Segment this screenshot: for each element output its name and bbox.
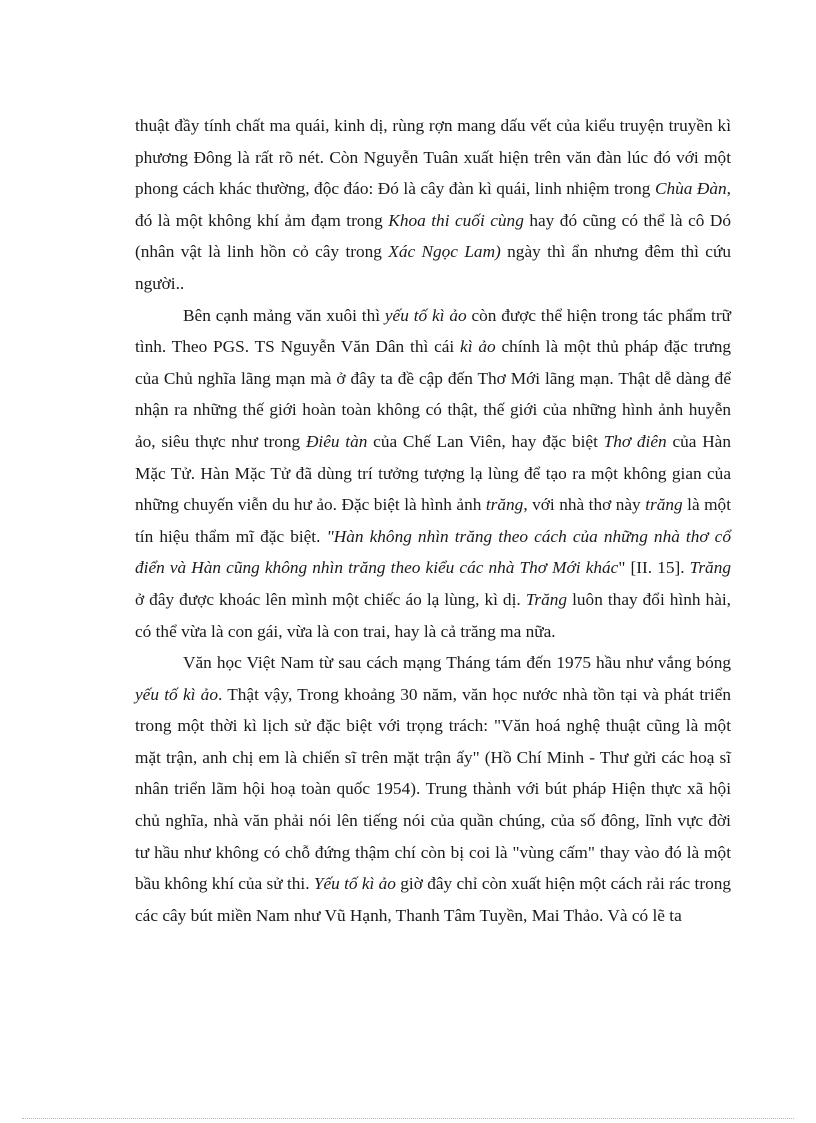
text-run: , đó là một không khí ảm đạm trong <box>135 179 731 230</box>
text-run: chính là một thủ pháp đặc trưng của Chủ nghĩa lãng mạn mà ở đây ta đề cập đến Thơ Mới lãng mạn. Thật dễ dàng để nhận ra những thế giới hoàn toàn không có thật, thế giới của những hình ảnh huyễn ảo, siêu thực như trong <box>135 337 731 451</box>
text-run: . Thật vậy, Trong khoảng 30 năm, văn học nước nhà tồn tại và phát triển trong một thời kì lịch sử đặc biệt với trọng trách: "Văn hoá nghệ thuật cũng là một mặt trận, anh chị em là chiến sĩ trên mặt trận ấy" (Hồ Chí Minh - Thư gửi các hoạ sĩ nhân triển lãm hội hoạ toàn quốc 1954). Trung thành với bút pháp Hiện thực xã hội chủ nghĩa, nhà văn phải nói lên tiếng nói của quần chúng, của số đông, lĩnh vực đời tư hầu như không có chỗ đứng thậm chí còn bị coi là "vùng cấm" thay vào đó là một bầu không khí của sử thi. <box>135 684 731 894</box>
text-run: hay đó cũng có thể là cô Dó (nhân vật là linh hồn cỏ cây trong <box>135 210 732 262</box>
text-run: , với nhà thơ này <box>523 495 646 515</box>
text-run: của Hàn Mặc Tử. Hàn Mặc Tử đã dùng trí tưởng tượng lạ lùng để tạo ra một không gian của những chuyến viễn du hư ảo. Đặc biệt là hình ảnh <box>135 431 731 515</box>
italic-run: Thơ điên <box>603 431 667 451</box>
text-run: của Chế Lan Viên, hay đặc biệt <box>367 431 604 451</box>
italic-run: "Hàn không nhìn trăng theo cách của những nhà thơ cổ điển và Hàn cũng không nhìn trăng theo kiểu các nhà Thơ Mới khác <box>135 526 731 578</box>
italic-run: Điêu tàn <box>305 431 368 451</box>
italic-run: trăng <box>645 495 683 515</box>
italic-run: Yếu tố kì ảo <box>313 874 396 894</box>
text-run: còn được thể hiện trong tác phẩm trữ tình. Theo PGS. TS Nguyễn Văn Dân thì cái <box>135 305 731 357</box>
text-run: là một tín hiệu thẩm mĩ đặc biệt. <box>135 495 731 546</box>
text-run: Văn học Việt Nam từ sau cách mạng Tháng tám đến 1975 hầu như vắng bóng <box>183 653 731 673</box>
paragraph-2 <box>135 300 731 648</box>
text-run: ngày thì ẩn nhưng đêm thì cứu người.. <box>135 242 731 293</box>
text-run: giờ đây chỉ còn xuất hiện một cách rải rác trong các cây bút miền Nam như Vũ Hạnh, Thanh Tâm Tuyền, Mai Thảo. Và có lẽ ta <box>135 874 731 925</box>
italic-run: Chùa Đàn <box>654 179 727 199</box>
text-run: " [II. 15]. <box>618 558 690 578</box>
page-bottom-border <box>22 1118 794 1119</box>
text-run: Bên cạnh mảng văn xuôi thì <box>183 305 385 325</box>
body-text <box>135 110 731 931</box>
text-run: thuật đầy tính chất ma quái, kinh dị, rùng rợn mang dấu vết của kiểu truyện truyền kì phương Đông là rất rõ nét. Còn Nguyễn Tuân xuất hiện trên văn đàn lúc đó với một phong cách khác thường, độc đáo: Đó là cây đàn kì quái, linh nhiệm trong <box>135 116 731 199</box>
text-run: luôn thay đổi hình hài, có thể vừa là con gái, vừa là con trai, hay là cả trăng ma nữa. <box>135 589 731 641</box>
paragraph-3 <box>135 647 731 931</box>
italic-run: Khoa thi cuối cùng <box>388 210 524 230</box>
paragraph-1 <box>135 110 731 300</box>
italic-run: yếu tố kì ảo <box>384 305 467 325</box>
italic-run: yếu tố kì ảo <box>135 684 218 704</box>
italic-run: kì ảo <box>460 337 496 357</box>
italic-run: trăng <box>485 495 524 515</box>
text-run: ở đây được khoác lên mình một chiếc áo lạ lùng, kì dị. <box>135 589 526 609</box>
italic-run: Trăng <box>525 589 568 609</box>
italic-run: Xác Ngọc Lam) <box>388 242 501 262</box>
italic-run: Trăng <box>689 558 731 578</box>
